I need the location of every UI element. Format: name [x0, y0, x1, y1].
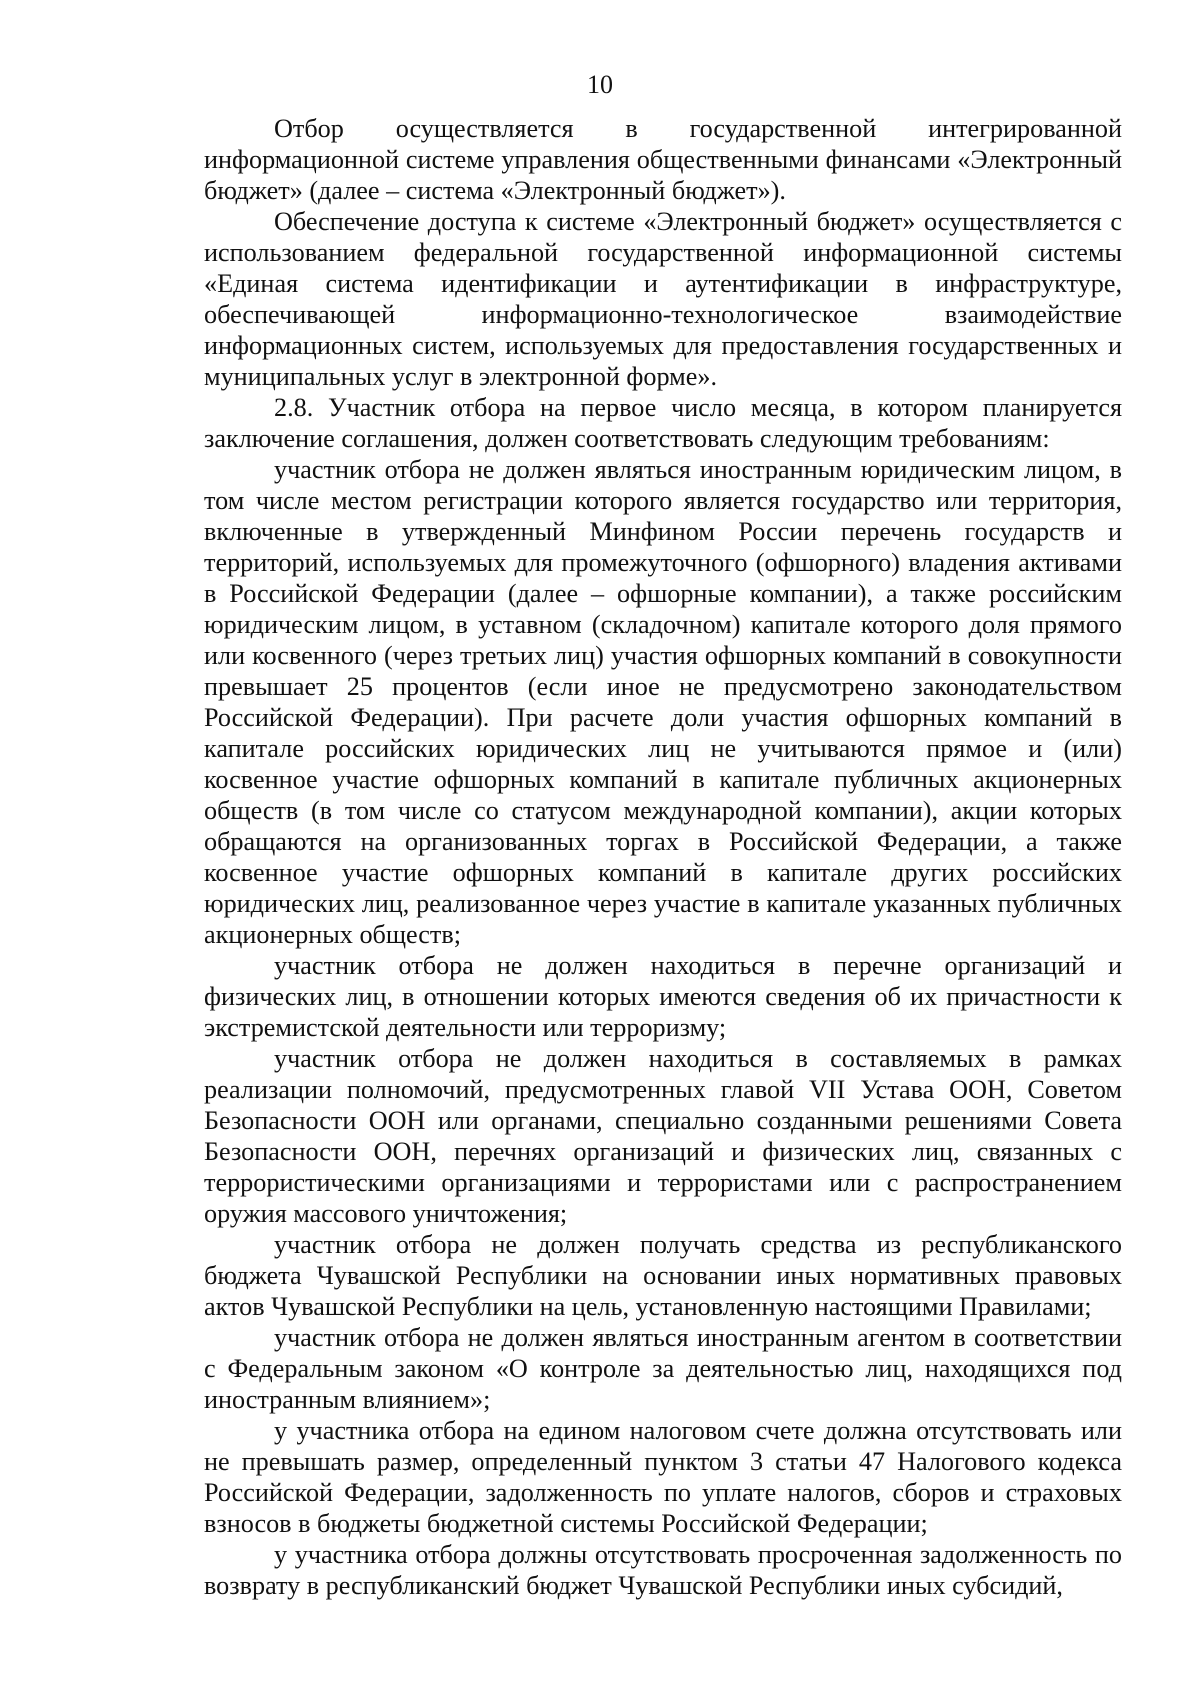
paragraph-electronic-budget-selection: Отбор осуществляется в государственной интегрированной информационной системе управления общественными финансами «Электронный бюджет» (далее – система «Электронный бюджет»).	[204, 114, 1122, 205]
paragraph-system-access: Обеспечение доступа к системе «Электронный бюджет» осуществляется с использованием федеральной государственной информационной системы «Единая система идентификации и аутентификации в инфраструктуре, обеспечивающей информационно-технологическое взаимодействие информационных систем, используемых для предоставления государственных и муниципальных услуг в электронной форме».	[204, 207, 1122, 391]
paragraph-extremism-requirement: участник отбора не должен находиться в перечне организаций и физических лиц, в отношении которых имеются сведения об их причастности к экстремистской деятельности или терроризму;	[204, 951, 1122, 1042]
paragraph-tax-debt-requirement: у участника отбора на едином налоговом счете должна отсутствовать или не превышать размер, определенный пунктом 3 статьи 47 Налогового кодекса Российской Федерации, задолженность по уплате налогов, сборов и страховых взносов в бюджеты бюджетной системы Российской Федерации;	[204, 1416, 1122, 1538]
document-body	[204, 113, 1122, 1601]
paragraph-offshore-requirement: участник отбора не должен являться иностранным юридическим лицом, в том числе местом регистрации которого является государство или территория, включенные в утвержденный Минфином России перечень государств и территорий, используемых для промежуточного (офшорного) владения активами в Российской Федерации (далее – офшорные компании), а также российским юридическим лицом, в уставном (складочном) капитале которого доля прямого или косвенного (через третьих лиц) участия офшорных компаний в совокупности превышает 25 процентов (если иное не предусмотрено законодательством Российской Федерации). При расчете доли участия офшорных компаний в капитале российских юридических лиц не учитываются прямое и (или) косвенное участие офшорных компаний в капитале публичных акционерных обществ (в том числе со статусом международной компании), акции которых обращаются на организованных торгах в Российской Федерации, а также косвенное участие офшорных компаний в капитале других российских юридических лиц, реализованное через участие в капитале указанных публичных акционерных обществ;	[204, 455, 1122, 949]
paragraph-foreign-agent-requirement: участник отбора не должен являться иностранным агентом в соответствии с Федеральным законом «О контроле за деятельностью лиц, находящихся под иностранным влиянием»;	[204, 1323, 1122, 1414]
paragraph-un-lists-requirement: участник отбора не должен находиться в составляемых в рамках реализации полномочий, предусмотренных главой VII Устава ООН, Советом Безопасности ООН или органами, специально созданными решениями Совета Безопасности ООН, перечнях организаций и физических лиц, связанных с террористическими организациями и террористами или с распространением оружия массового уничтожения;	[204, 1044, 1122, 1228]
paragraph-overdue-debt-requirement: у участника отбора должны отсутствовать просроченная задолженность по возврату в республиканский бюджет Чувашской Республики иных субсидий,	[204, 1540, 1122, 1600]
page-number: 10	[587, 70, 613, 99]
paragraph-clause-2-8: 2.8. Участник отбора на первое число месяца, в котором планируется заключение соглашения, должен соответствовать следующим требованиям:	[204, 393, 1122, 453]
paragraph-other-funds-requirement: участник отбора не должен получать средства из республиканского бюджета Чувашской Республики на основании иных нормативных правовых актов Чувашской Республики на цель, установленную настоящими Правилами;	[204, 1230, 1122, 1321]
